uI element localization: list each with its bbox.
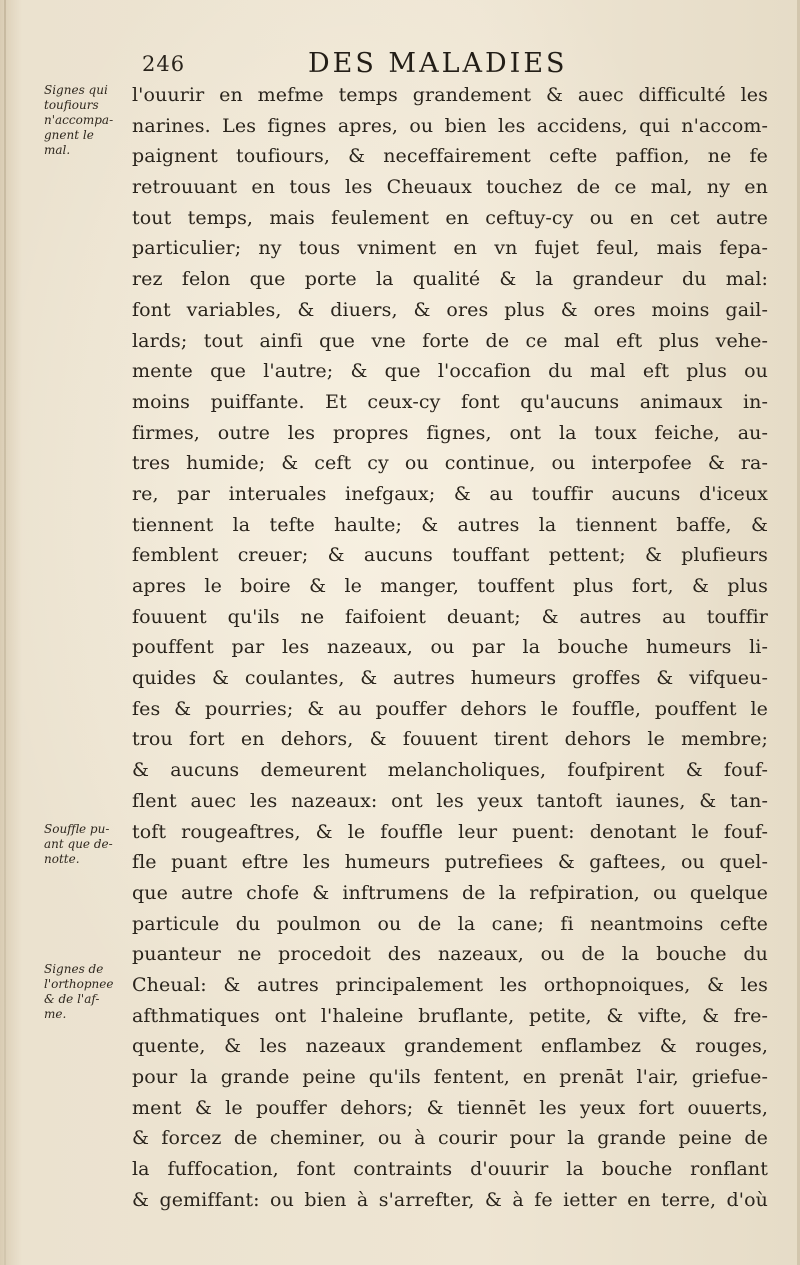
binding-gutter — [4, 0, 6, 1265]
marginal-line: toufiours — [44, 98, 99, 112]
text-line: toft rougeaftres, & le fouffle leur puent: denotant le fouf- — [132, 820, 768, 843]
text-line: quides & coulantes, & autres humeurs groffes & vifqueu- — [132, 667, 768, 690]
text-line: tres humide; & ceft cy ou continue, ou interpofee & ra- — [132, 452, 768, 475]
text-line: fle puant eftre les humeurs putrefiees & gaftees, ou quel- — [132, 851, 768, 874]
text-line: femblent creuer; & aucuns touffant pettent; & plufieurs — [132, 544, 768, 567]
text-line: particulier; ny tous vniment en vn fujet feul, mais fepa- — [132, 237, 768, 260]
text-line: pour la grande peine qu'ils fentent, en prenāt l'air, griefue- — [132, 1066, 768, 1088]
marginal-line: Signes de — [44, 962, 104, 976]
text-line: mente que l'autre; & que l'occafion du mal eft plus ou — [132, 360, 768, 383]
text-line: quente, & les nazeaux grandement enflambez & rouges, — [132, 1035, 768, 1058]
text-line: trou fort en dehors, & fouuent tirent dehors le membre; — [132, 728, 768, 751]
text-line: narines. Les fignes apres, ou bien les accidens, qui n'accom- — [132, 114, 768, 137]
marginal-line: notte. — [44, 852, 80, 866]
text-line: apres le boire & le manger, touffent plus fort, & plus — [132, 575, 768, 597]
text-line: & gemiffant: ou bien à s'arrefter, & à fe ietter en terre, d'où — [132, 1188, 768, 1211]
text-line: que autre chofe & inftrumens de la refpiration, ou quelque — [132, 881, 768, 904]
running-title: DES MALADIES — [308, 48, 568, 79]
text-line: fes & pourries; & au pouffer dehors le fouffle, pouffent le — [132, 697, 768, 720]
marginal-line: Souffle pu- — [44, 822, 110, 836]
text-line: puanteur ne procedoit des nazeaux, ou de la bouche du — [132, 943, 768, 966]
text-line: rez felon que porte la qualité & la grandeur du mal: — [132, 268, 768, 291]
marginal-line: l'orthopnee — [44, 977, 114, 991]
text-line: ment & le pouffer dehors; & tiennēt les yeux fort ouuerts, — [132, 1096, 768, 1119]
body-text — [132, 80, 768, 1215]
page-header — [0, 48, 800, 84]
text-line: la fuffocation, font contraints d'ouurir la bouche ronflant — [132, 1158, 768, 1181]
marginal-note-signs — [44, 83, 130, 158]
text-line: firmes, outre les propres fignes, ont la toux feiche, au- — [132, 421, 768, 444]
text-line: & aucuns demeurent melancholiques, foufpirent & fouf- — [132, 759, 768, 782]
text-line: tiennent la tefte haulte; & autres la tiennent baffe, & — [132, 513, 768, 536]
marginal-line: & de l'af- — [44, 992, 100, 1006]
text-line: pouffent par les nazeaux, ou par la bouche humeurs li- — [132, 636, 768, 659]
text-line: l'ouurir en mefme temps grandement & auec difficulté les — [132, 84, 768, 106]
text-line: paignent toufiours, & neceffairement cefte paffion, ne fe — [132, 145, 768, 168]
text-line: tout temps, mais feulement en ceftuy-cy ou en cet autre — [132, 206, 768, 229]
text-line: & forcez de cheminer, ou à courir pour la grande peine de — [132, 1127, 768, 1150]
text-line: fouuent qu'ils ne faifoient deuant; & autres au touffir — [132, 605, 768, 628]
text-line: Cheual: & autres principalement les orthopnoiques, & les — [132, 973, 768, 996]
marginal-note-breath — [44, 822, 130, 867]
text-line: re, par interuales inefgaux; & au touffir aucuns d'iceux — [132, 482, 768, 505]
text-line: moins puiffante. Et ceux-cy font qu'aucuns animaux in- — [132, 390, 768, 413]
text-line: flent auec les nazeaux: ont les yeux tantoft iaunes, & tan- — [132, 789, 768, 812]
text-line: particule du poulmon ou de la cane; fi neantmoins cefte — [132, 912, 768, 935]
marginal-line: gnent le — [44, 128, 94, 142]
marginal-line: Signes qui — [44, 83, 108, 97]
text-line: lards; tout ainfi que vne forte de ce mal eft plus vehe- — [132, 329, 768, 352]
marginal-line: mal. — [44, 143, 71, 157]
marginal-line: ant que de- — [44, 837, 113, 851]
page-number: 246 — [142, 52, 186, 76]
text-line: afthmatiques ont l'haleine bruflante, petite, & vifte, & fre- — [132, 1004, 768, 1027]
marginal-note-orthopnea — [44, 962, 130, 1022]
marginal-line: n'accompa- — [44, 113, 114, 127]
text-line: retrouuant en tous les Cheuaux touchez de ce mal, ny en — [132, 176, 768, 199]
text-line: font variables, & diuers, & ores plus & ores moins gail- — [132, 298, 768, 321]
marginal-line: me. — [44, 1007, 67, 1021]
